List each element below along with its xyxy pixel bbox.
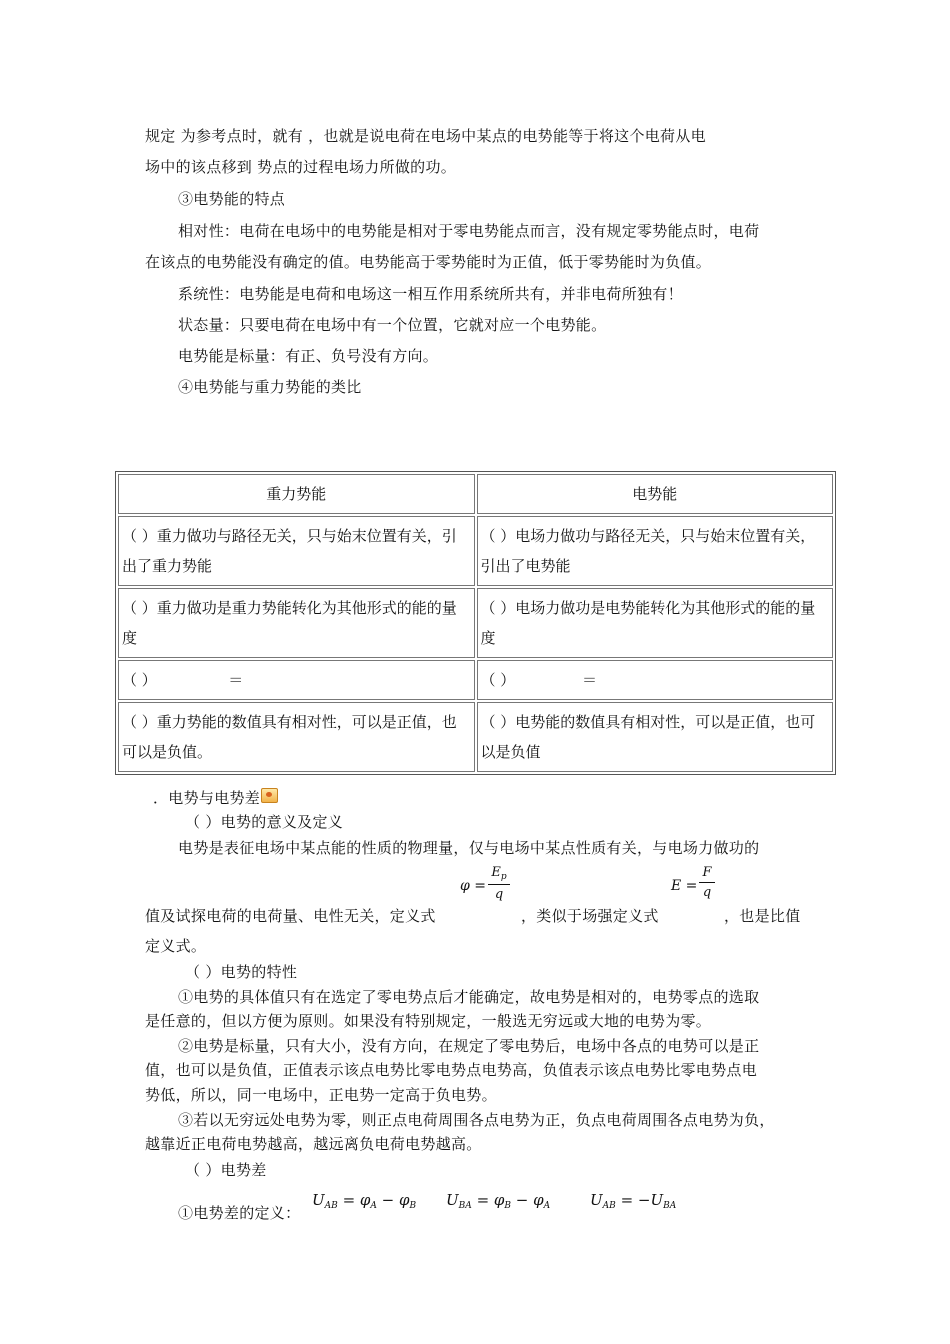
e-fraction	[699, 865, 715, 900]
section-title	[153, 788, 278, 808]
phi-lhs: φ =	[460, 878, 486, 894]
phi-fraction	[488, 865, 510, 902]
note-icon[interactable]	[261, 788, 278, 803]
table-cell: （ ）重力势能的数值具有相对性，可以是正值，也可以是负值。	[118, 702, 475, 772]
paragraph-line: ①电势的具体值只有在选定了零电势点后才能确定，故电势是相对的，电势零点的选取	[178, 988, 760, 1006]
formula-sub: B	[409, 1201, 417, 1211]
paragraph-line: 规定 为参考点时，就有 ，也就是说电荷在电场中某点的电势能等于将这个电荷从电	[145, 127, 706, 145]
paragraph-line: ①电势差的定义：	[178, 1204, 301, 1222]
table-row	[118, 588, 833, 658]
comparison-table	[115, 471, 836, 775]
table-header-cell: 重力势能	[118, 474, 475, 514]
u-symbol: U	[446, 1191, 459, 1209]
subheading: （ ）电势差	[185, 1161, 267, 1179]
u-sub: AB	[324, 1201, 338, 1211]
e-numerator: F	[702, 865, 712, 880]
u-ba-formula	[446, 1191, 550, 1211]
subheading: ③电势能的特点	[178, 190, 286, 208]
u-relation-formula	[590, 1191, 676, 1211]
subheading: （ ）电势的意义及定义	[185, 813, 344, 831]
phi-denominator: q	[494, 887, 504, 902]
e-formula	[671, 878, 697, 894]
u-ab-formula	[312, 1191, 416, 1211]
formula-part: = φ	[342, 1191, 371, 1209]
paragraph-line: 电势是表征电场中某点能的性质的物理量，仅与电场中某点性质有关，与电场力做功的	[178, 839, 760, 857]
paragraph-line: 势低，所以，同一电场中，正电势一定高于负电势。	[145, 1086, 497, 1104]
paragraph-line: 越靠近正电荷电势越高，越远离负电荷电势越高。	[145, 1135, 482, 1153]
table-cell: （ ）重力做功与路径无关，只与始末位置有关，引出了重力势能	[118, 516, 475, 586]
paragraph-line: ，类似于场强定义式	[521, 907, 659, 925]
table-cell: （ ）电势能的数值具有相对性，可以是正值，也可以是负值	[477, 702, 834, 772]
table-cell: （ ）电场力做功是电势能转化为其他形式的能的量度	[477, 588, 834, 658]
u-symbol: U	[312, 1191, 325, 1209]
formula-sub: B	[504, 1201, 512, 1211]
phi-numerator-sub: p	[500, 872, 507, 882]
paragraph-line: ，也是比值	[724, 907, 801, 925]
u-sub: BA	[458, 1201, 472, 1211]
paragraph-line: 值及试探电荷的电荷量、电性无关，定义式	[145, 907, 436, 925]
formula-part: = φ	[476, 1191, 505, 1209]
e-denominator: q	[702, 885, 712, 900]
table-row	[118, 516, 833, 586]
u-symbol: U	[590, 1191, 603, 1209]
formula-sub: A	[543, 1201, 551, 1211]
paragraph-line: ③若以无穷远处电势为零，则正点电荷周围各点电势为正，负点电荷周围各点电势为负，	[178, 1111, 775, 1129]
table-cell: （ ） ＝	[477, 660, 834, 700]
table-row	[118, 660, 833, 700]
paragraph-line: 在该点的电势能没有确定的值。电势能高于零势能时为正值，低于零势能时为负值。	[145, 253, 712, 271]
table-header-cell: 电势能	[477, 474, 834, 514]
paragraph-line: 状态量：只要电荷在电场中有一个位置，它就对应一个电势能。	[178, 316, 607, 334]
table-header-row	[118, 474, 833, 514]
section-title-text: ．电势与电势差	[153, 789, 261, 807]
formula-sub: A	[370, 1201, 377, 1211]
paragraph-line: 场中的该点移到 势点的过程电场力所做的功。	[145, 158, 457, 176]
formula-part: − φ	[511, 1191, 544, 1209]
formula-part: − φ	[376, 1191, 410, 1209]
table-row	[118, 702, 833, 772]
table-cell: （ ）电场力做功与路径无关，只与始末位置有关，引出了电势能	[477, 516, 834, 586]
phi-numerator: E	[491, 865, 501, 880]
u-sub: AB	[602, 1201, 616, 1211]
e-lhs: E =	[671, 878, 698, 894]
table-cell: （ ） ＝	[118, 660, 475, 700]
table-cell: （ ）重力做功是重力势能转化为其他形式的能的量度	[118, 588, 475, 658]
paragraph-line: 相对性：电荷在电场中的电势能是相对于零电势能点而言，没有规定零势能点时，电荷	[178, 222, 760, 240]
formula-part: = −U	[620, 1191, 664, 1209]
paragraph-line: 值，也可以是负值，正值表示该点电势比零电势点电势高，负值表示该点电势比零电势点电	[145, 1061, 758, 1079]
subheading: ④电势能与重力势能的类比	[178, 378, 362, 396]
paragraph-line: 定义式。	[145, 937, 207, 955]
formula-sub: BA	[663, 1201, 677, 1211]
paragraph-line: 是任意的，但以方便为原则。如果没有特别规定，一般选无穷远或大地的电势为零。	[145, 1012, 712, 1030]
subheading: （ ）电势的特性	[185, 963, 298, 981]
paragraph-line: 系统性：电势能是电荷和电场这一相互作用系统所共有，并非电荷所独有！	[178, 285, 683, 303]
phi-formula	[460, 878, 486, 894]
paragraph-line: 电势能是标量：有正、负号没有方向。	[178, 347, 439, 365]
paragraph-line: ②电势是标量，只有大小，没有方向，在规定了零电势后，电场中各点的电势可以是正	[178, 1037, 760, 1055]
